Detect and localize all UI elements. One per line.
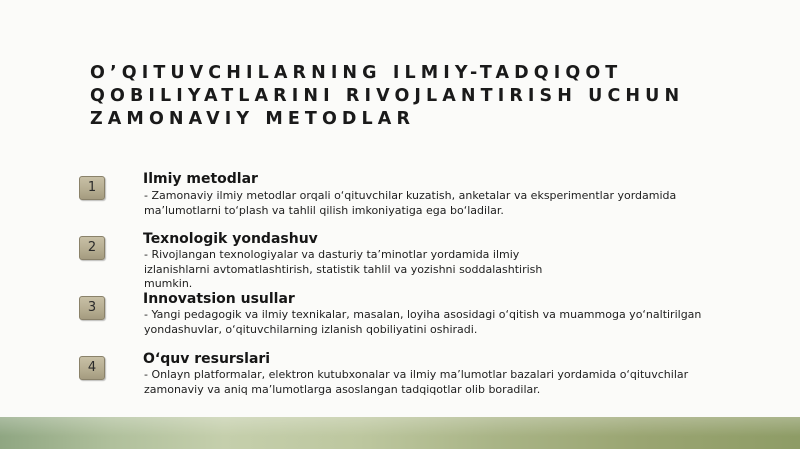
- item-heading: Innovatsion usullar: [143, 291, 295, 307]
- number-badge: 1: [79, 176, 105, 200]
- item-description: - Zamonaviy ilmiy metodlar orqali o‘qituvchilar kuzatish, anketalar va eksperimentlar yordamida ma’lumotlarni to‘plash va tahlil qilish imkoniyatiga ega bo‘ladilar.: [144, 189, 677, 217]
- number-badge: 2: [79, 236, 105, 260]
- item-heading: Texnologik yondashuv: [143, 231, 318, 247]
- number-badge: 4: [79, 356, 105, 380]
- decorative-footer-band: [0, 417, 800, 449]
- slide-title: O’QITUVCHILARNING ILMIY-TADQIQOT QOBILIYATLARINI RIVOJLANTIRISH UCHUN ZAMONAVIY METODLAR: [90, 63, 685, 129]
- item-description: - Onlayn platformalar, elektron kutubxonalar va ilmiy ma’lumotlar bazalari yordamida o‘qituvchilar zamonaviy va aniq ma’lumotlarga asoslangan tadqiqotlar olib boradilar.: [144, 368, 689, 396]
- item-description: - Yangi pedagogik va ilmiy texnikalar, masalan, loyiha asosidagi o‘qitish va muammoga yo‘naltirilgan yondashuvlar, o‘qituvchilarning izlanish qobiliyatini oshiradi.: [144, 308, 702, 336]
- item-heading: O‘quv resurslari: [143, 351, 271, 367]
- number-badge: 3: [79, 296, 105, 320]
- item-description: - Rivojlangan texnologiyalar va dasturiy ta’minotlar yordamida ilmiy izlanishlarni avtomatlashtirish, statistik tahlil va yozishni soddalashtirish mumkin.: [144, 248, 543, 290]
- item-heading: Ilmiy metodlar: [143, 171, 258, 187]
